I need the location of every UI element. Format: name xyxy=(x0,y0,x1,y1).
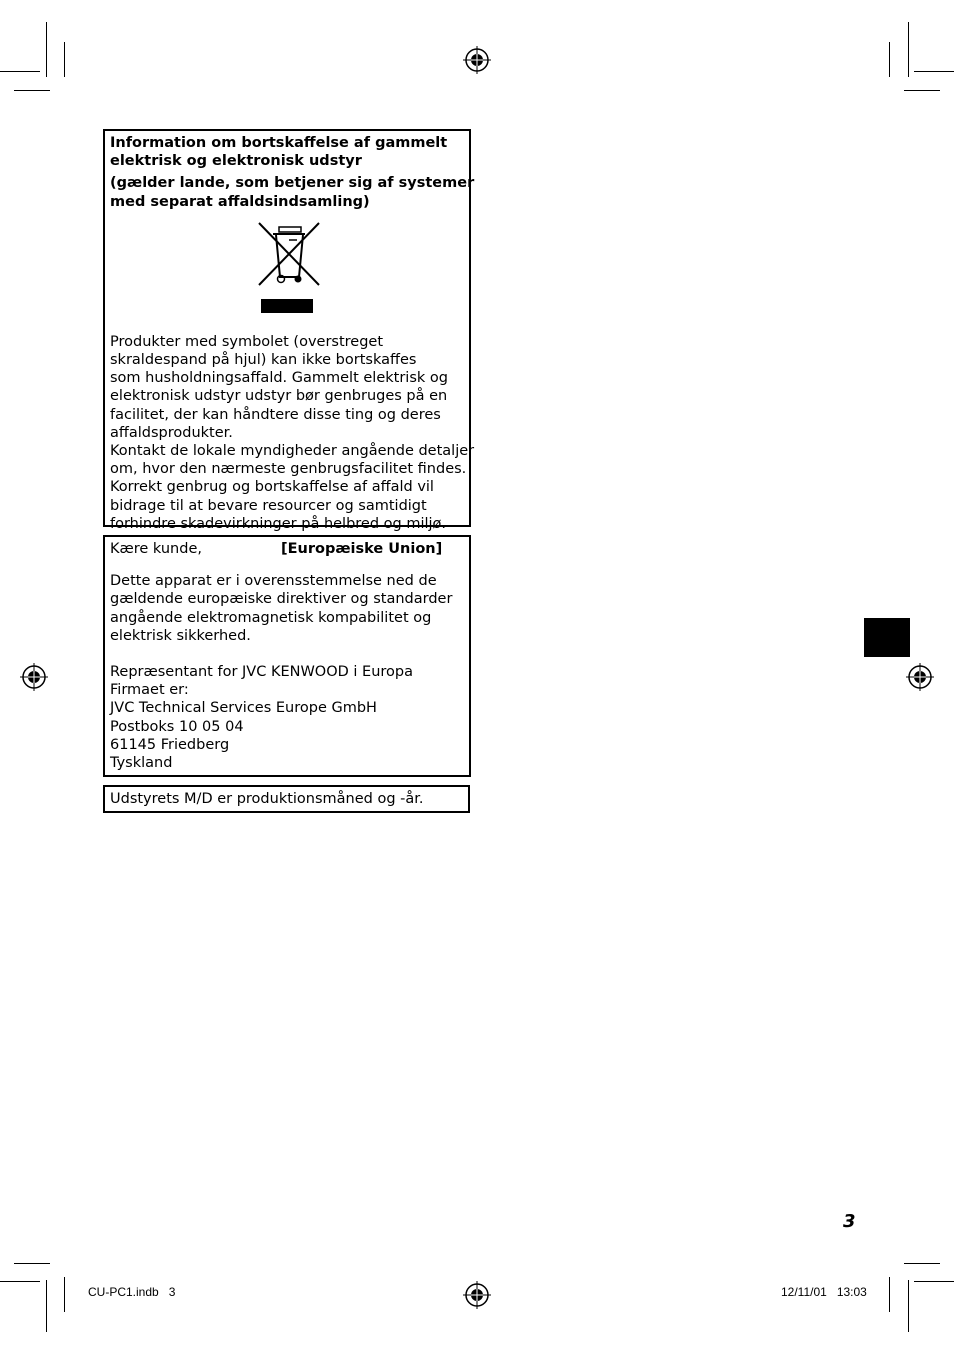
page-number: 3 xyxy=(843,1211,856,1232)
weee-black-bar xyxy=(261,299,313,313)
crop-mark xyxy=(64,1277,65,1312)
greeting: Kære kunde, xyxy=(110,541,202,557)
eu-compliance-paragraph: Dette apparat er i overensstemmelse ned de gældende europæiske direktiver og standarder angående elektromagnetisk kompabilitet og elektrisk sikkerhed. xyxy=(110,573,453,644)
registration-mark-icon xyxy=(463,46,491,74)
region-label: [Europæiske Union] xyxy=(281,541,443,557)
crop-mark xyxy=(46,22,47,77)
weee-title: Information om bortskaffelse af gammelt elektrisk og elektronisk udstyr xyxy=(110,135,448,170)
eu-representative-address: Repræsentant for JVC KENWOOD i Europa Firmaet er: JVC Technical Services Europe GmbH Postboks 10 05 04 61145 Friedberg Tyskland xyxy=(110,664,413,772)
crop-mark xyxy=(14,1263,50,1264)
weee-body: Produkter med symbolet (overstreget skraldespand på hjul) kan ikke bortskaffes som husholdningsaffald. Gammelt elektrisk og elektronisk udstyr udstyr bør genbruges på en facilitet, der kan håndtere disse ting og deres affaldsprodukter. Kontakt de lokale myndigheder angående detaljer om, hvor den nærmeste genbrugsfacilitet findes. Korrekt genbrug og bortskaffelse af affald vil bidrage til at bevare resourcer og samtidigt forhindre skadevirkninger på helbred og miljø. xyxy=(110,333,475,532)
manufacture-date-note: Udstyrets M/D er produktionsmåned og -år. xyxy=(103,785,470,813)
crop-mark xyxy=(14,90,50,91)
crop-mark xyxy=(908,22,909,77)
weee-subtitle: (gælder lande, som betjener sig af systemer med separat affaldsindsamling) xyxy=(110,175,475,210)
crop-mark xyxy=(889,1277,890,1312)
registration-mark-icon xyxy=(463,1281,491,1309)
footer-file-slug: CU-PC1.indb 3 xyxy=(88,1285,176,1299)
crop-mark xyxy=(914,71,954,72)
crop-mark xyxy=(46,1280,47,1332)
crop-mark xyxy=(914,1281,954,1282)
weee-info-box xyxy=(103,129,475,532)
language-tab-marker xyxy=(864,618,910,657)
registration-mark-icon xyxy=(906,663,934,691)
crop-mark xyxy=(64,42,65,77)
crop-mark xyxy=(0,71,40,72)
eu-declaration-box xyxy=(103,535,471,777)
crossed-out-wheelie-bin-icon xyxy=(257,221,321,287)
registration-mark-icon xyxy=(20,663,48,691)
crop-mark xyxy=(889,42,890,77)
footer-datetime: 12/11/01 13:03 xyxy=(781,1285,867,1299)
crop-mark xyxy=(904,1263,940,1264)
crop-mark xyxy=(904,90,940,91)
crop-mark xyxy=(908,1280,909,1332)
crop-mark xyxy=(0,1281,40,1282)
